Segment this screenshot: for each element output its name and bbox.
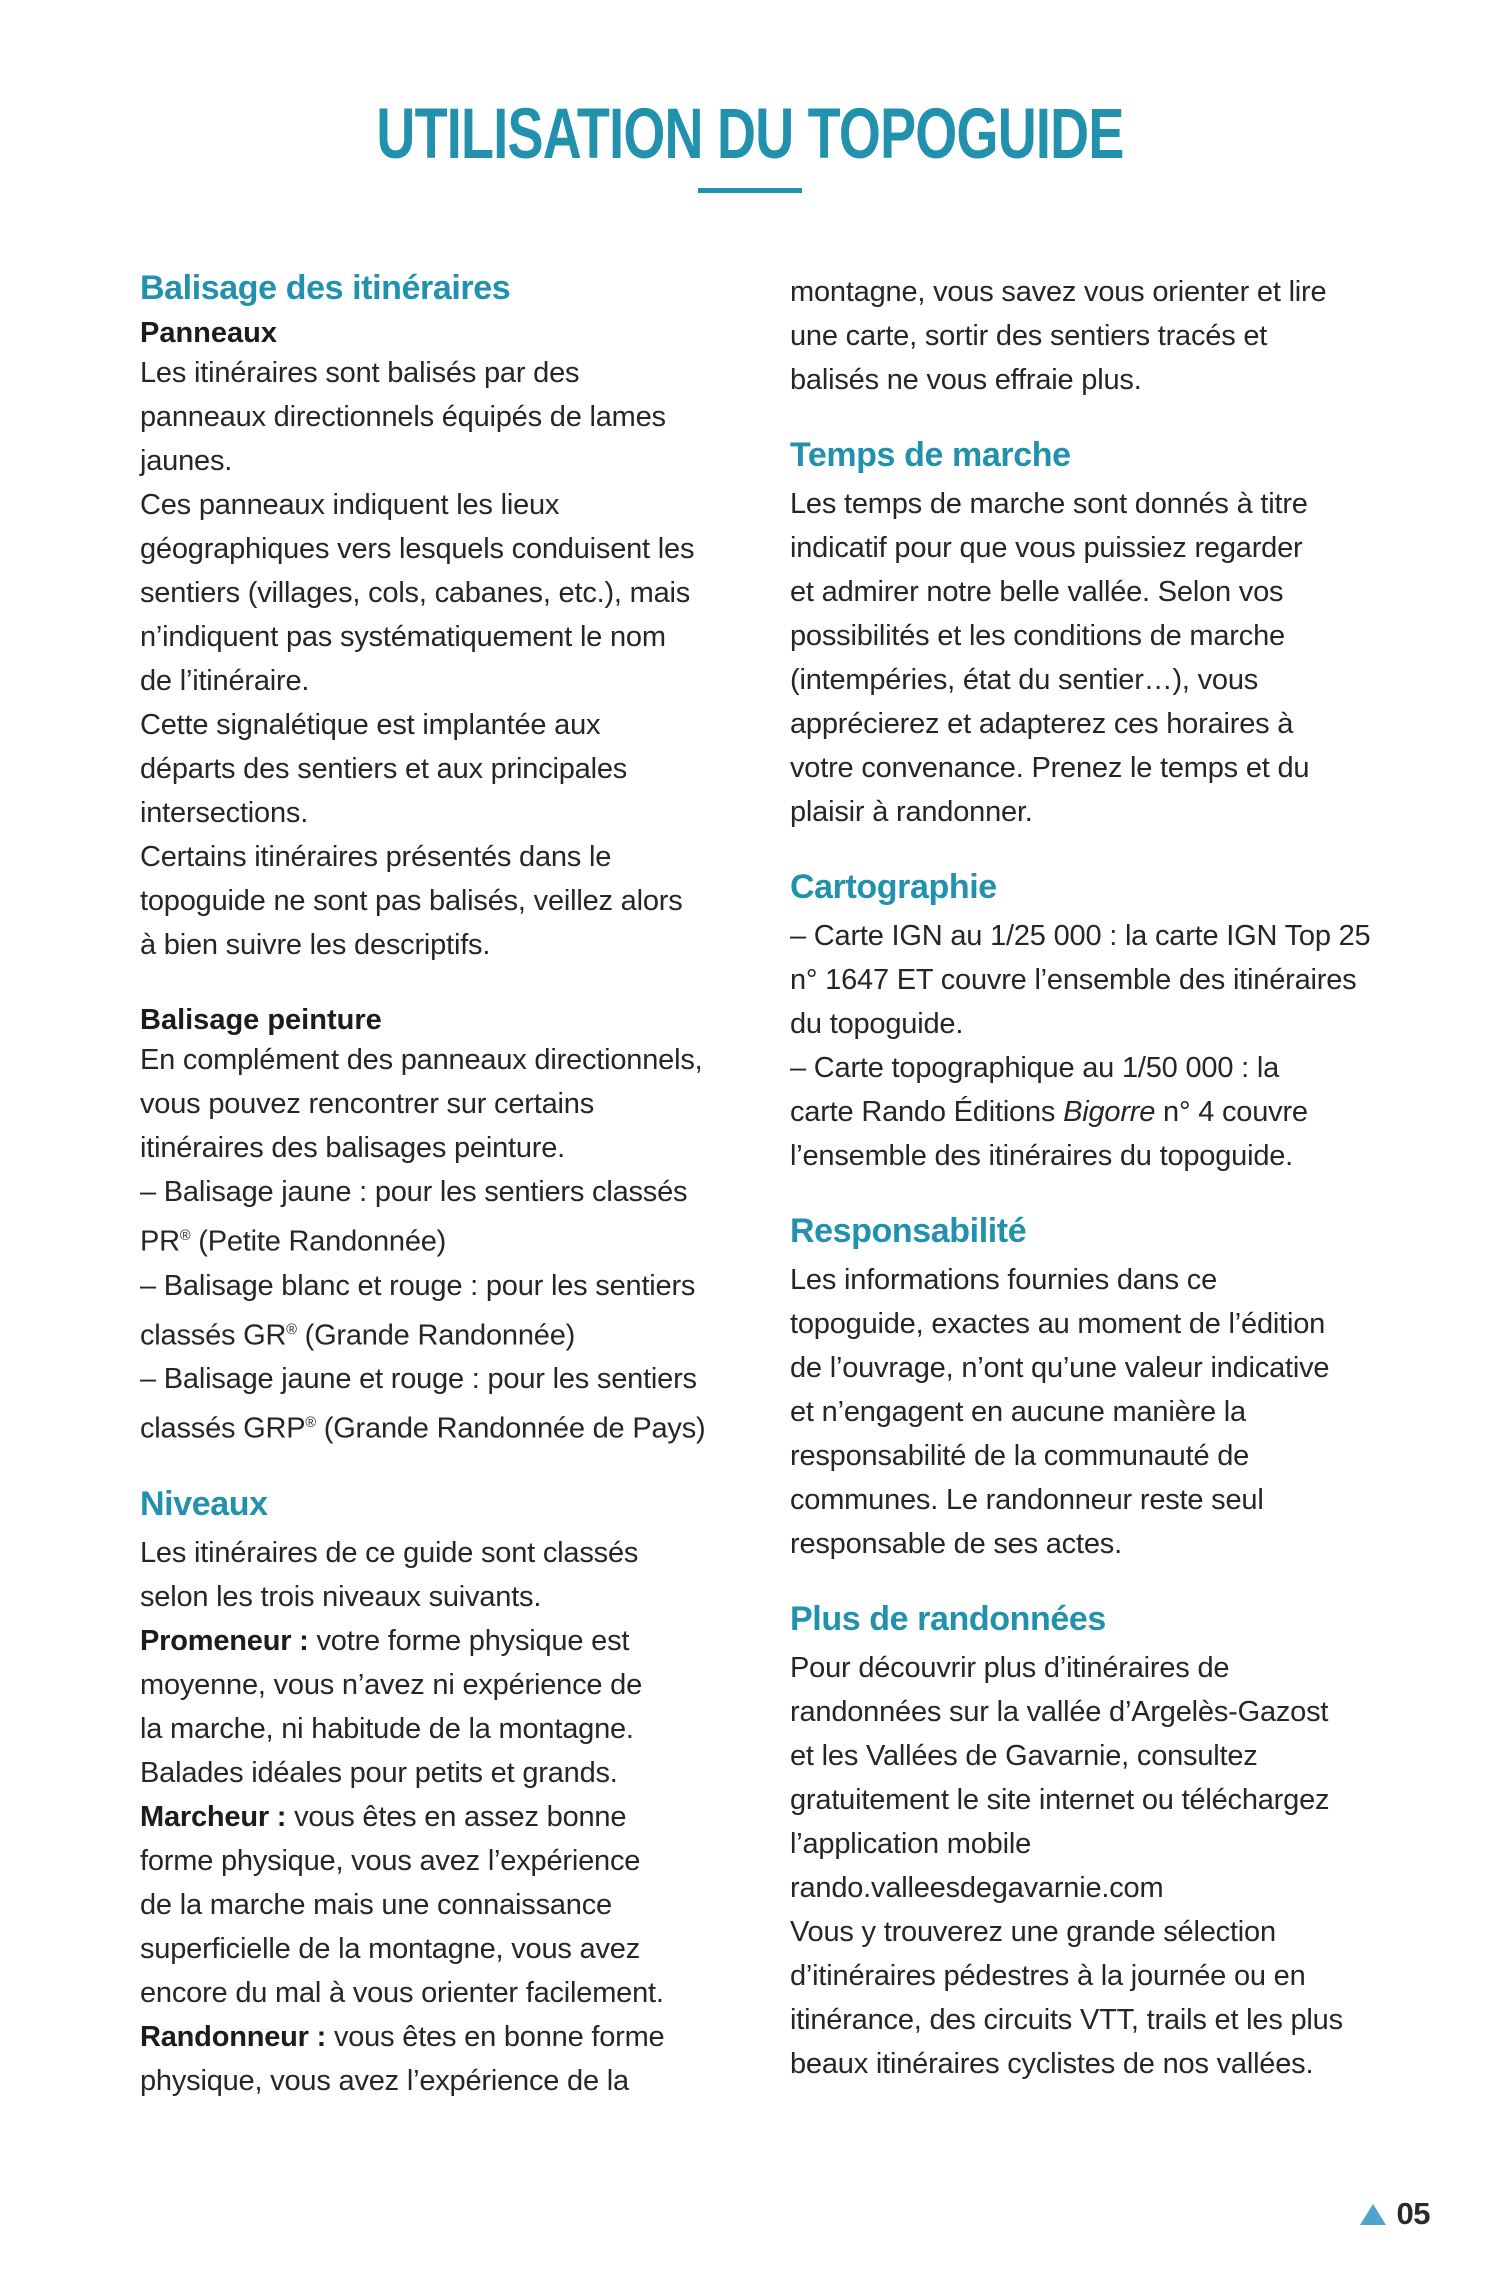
text-line bbox=[140, 1575, 740, 1619]
text-line bbox=[140, 395, 740, 439]
text-segment: responsable de ses actes. bbox=[790, 1528, 1122, 1560]
text-segment: à bien suivre les descriptifs. bbox=[140, 929, 491, 961]
page-footer bbox=[1360, 2196, 1430, 2232]
text-line bbox=[790, 1910, 1430, 1954]
text-line bbox=[140, 1663, 740, 1707]
text-line bbox=[790, 1090, 1430, 1134]
section-heading: Plus de randonnées bbox=[790, 1600, 1106, 1638]
paragraph bbox=[790, 1646, 1430, 2086]
text-segment: Pour découvrir plus d’itinéraires de bbox=[790, 1652, 1230, 1684]
section-heading: Cartographie bbox=[790, 868, 997, 906]
text-line bbox=[140, 1795, 740, 1839]
text-line bbox=[140, 1927, 740, 1971]
text-segment: PR bbox=[140, 1225, 180, 1258]
text-line bbox=[790, 790, 1430, 834]
text-segment: Balades idéales pour petits et grands. bbox=[140, 1756, 618, 1789]
text-line bbox=[790, 358, 1430, 402]
text-line bbox=[790, 1866, 1430, 1910]
text-line bbox=[790, 1690, 1430, 1734]
text-line bbox=[790, 1046, 1430, 1090]
text-segment: du topoguide. bbox=[790, 1008, 964, 1040]
text-line bbox=[140, 483, 740, 527]
text-line bbox=[140, 1707, 740, 1751]
text-segment: Promeneur : bbox=[140, 1624, 309, 1657]
triangle-up-icon bbox=[1360, 2204, 1386, 2225]
text-line bbox=[140, 2059, 740, 2103]
text-segment: jaunes. bbox=[140, 445, 233, 477]
text-segment: Ces panneaux indiquent les lieux bbox=[140, 489, 560, 521]
text-line bbox=[140, 703, 740, 747]
text-line bbox=[790, 314, 1430, 358]
text-segment: Randonneur : bbox=[140, 2020, 327, 2053]
text-segment: forme physique, vous avez l’expérience bbox=[140, 1844, 641, 1877]
text-segment: montagne, vous savez vous orienter et lire bbox=[790, 276, 1327, 308]
section-heading: Temps de marche bbox=[790, 436, 1071, 474]
text-segment: topoguide, exactes au moment de l’édition bbox=[790, 1308, 1326, 1340]
text-segment: n’indiquent pas systématiquement le nom bbox=[140, 621, 666, 653]
text-line bbox=[790, 1734, 1430, 1778]
text-segment: communes. Le randonneur reste seul bbox=[790, 1484, 1264, 1516]
text-line bbox=[790, 958, 1430, 1002]
text-segment: intersections. bbox=[140, 797, 309, 829]
text-segment: vous êtes en bonne forme bbox=[326, 2020, 665, 2053]
text-line bbox=[790, 1522, 1430, 1566]
text-segment: et admirer notre belle vallée. Selon vos bbox=[790, 576, 1284, 608]
right-column bbox=[790, 263, 1430, 2103]
text-segment: possibilités et les conditions de marche bbox=[790, 620, 1285, 652]
text-segment: rando.valleesdegavarnie.com bbox=[790, 1872, 1164, 1904]
text-segment: responsabilité de la communauté de bbox=[790, 1440, 1250, 1472]
text-segment: panneaux directionnels équipés de lames bbox=[140, 401, 666, 433]
text-segment: Bigorre bbox=[1063, 1096, 1156, 1128]
text-segment: de l’itinéraire. bbox=[140, 665, 310, 697]
text-segment: selon les trois niveaux suivants. bbox=[140, 1580, 542, 1613]
text-segment: – Balisage jaune : pour les sentiers classés bbox=[140, 1176, 688, 1208]
text-segment: indicatif pour que vous puissiez regarder bbox=[790, 532, 1303, 564]
text-line bbox=[140, 571, 740, 615]
text-line bbox=[790, 702, 1430, 746]
text-line bbox=[140, 879, 740, 923]
text-segment: et les Vallées de Gavarnie, consultez bbox=[790, 1740, 1258, 1772]
text-line bbox=[790, 1822, 1430, 1866]
text-segment: (Petite Randonnée) bbox=[190, 1225, 447, 1258]
text-line bbox=[790, 658, 1430, 702]
text-line bbox=[140, 1082, 740, 1126]
text-segment: Vous y trouverez une grande sélection bbox=[790, 1916, 1276, 1948]
text-segment: ® bbox=[286, 1321, 297, 1338]
text-segment: votre forme physique est bbox=[308, 1624, 630, 1657]
text-line bbox=[140, 1401, 740, 1451]
text-segment: votre convenance. Prenez le temps et du bbox=[790, 752, 1310, 784]
text-line bbox=[790, 1478, 1430, 1522]
text-segment: moyenne, vous n’avez ni expérience de bbox=[140, 1668, 643, 1701]
page-number: 05 bbox=[1396, 2196, 1430, 2231]
text-segment: vous pouvez rencontrer sur certains bbox=[140, 1088, 594, 1120]
text-segment: – Carte IGN au 1/25 000 : la carte IGN Top 25 bbox=[790, 920, 1371, 952]
text-line bbox=[140, 1619, 740, 1663]
text-line bbox=[790, 2042, 1430, 2086]
section-heading: Balisage des itinéraires bbox=[140, 269, 511, 307]
text-line bbox=[790, 1134, 1430, 1178]
text-line bbox=[790, 614, 1430, 658]
text-line bbox=[790, 1302, 1430, 1346]
text-line bbox=[140, 1971, 740, 2015]
text-line bbox=[790, 1258, 1430, 1302]
text-segment: (intempéries, état du sentier…), vous bbox=[790, 664, 1259, 696]
text-segment: la marche, ni habitude de la montagne. bbox=[140, 1712, 634, 1745]
text-segment: n° 4 couvre bbox=[1155, 1096, 1308, 1128]
title-divider bbox=[698, 188, 802, 193]
text-line bbox=[140, 1751, 740, 1795]
text-segment: superficielle de la montagne, vous avez bbox=[140, 1932, 640, 1965]
section-heading: Responsabilité bbox=[790, 1212, 1027, 1250]
text-segment: de la marche mais une connaissance bbox=[140, 1888, 612, 1921]
paragraph bbox=[790, 270, 1430, 402]
text-line bbox=[140, 747, 740, 791]
paragraph bbox=[140, 1531, 740, 2103]
paragraph bbox=[790, 482, 1430, 834]
text-segment: – Balisage blanc et rouge : pour les sentiers bbox=[140, 1269, 696, 1302]
text-line bbox=[790, 914, 1430, 958]
text-line bbox=[140, 2015, 740, 2059]
text-segment: carte Rando Éditions bbox=[790, 1096, 1064, 1128]
text-segment: itinérance, des circuits VTT, trails et les plus bbox=[790, 2004, 1343, 2036]
paragraph bbox=[140, 1038, 740, 1451]
text-line bbox=[140, 1531, 740, 1575]
text-segment: topoguide ne sont pas balisés, veillez alors bbox=[140, 885, 683, 917]
page-title: UTILISATION DU TOPOGUIDE bbox=[376, 95, 1124, 174]
text-segment: une carte, sortir des sentiers tracés et bbox=[790, 320, 1268, 352]
text-line bbox=[140, 1126, 740, 1170]
text-segment: classés GR bbox=[140, 1319, 287, 1352]
text-line bbox=[140, 791, 740, 835]
text-line bbox=[790, 746, 1430, 790]
subsection-heading: Panneaux bbox=[140, 317, 277, 349]
two-column-layout bbox=[0, 263, 1500, 2103]
text-segment: – Balisage jaune et rouge : pour les sentiers bbox=[140, 1363, 697, 1396]
paragraph bbox=[790, 1258, 1430, 1566]
subsection-heading: Balisage peinture bbox=[140, 1004, 382, 1036]
paragraph bbox=[140, 351, 740, 967]
text-line bbox=[790, 1434, 1430, 1478]
text-line bbox=[140, 439, 740, 483]
text-segment: itinéraires des balisages peinture. bbox=[140, 1132, 566, 1164]
text-segment: Les informations fournies dans ce bbox=[790, 1264, 1218, 1296]
text-segment: sentiers (villages, cols, cabanes, etc.), mais bbox=[140, 577, 691, 609]
text-line bbox=[140, 1038, 740, 1082]
text-line bbox=[790, 570, 1430, 614]
text-line bbox=[140, 351, 740, 395]
text-segment: balisés ne vous effraie plus. bbox=[790, 364, 1142, 396]
text-segment: et n’engagent en aucune manière la bbox=[790, 1396, 1246, 1428]
text-line bbox=[140, 1839, 740, 1883]
text-line bbox=[140, 659, 740, 703]
text-line bbox=[140, 1308, 740, 1358]
text-segment: Les itinéraires de ce guide sont classés bbox=[140, 1536, 639, 1569]
text-segment: Les temps de marche sont donnés à titre bbox=[790, 488, 1308, 520]
text-segment: Marcheur : bbox=[140, 1800, 287, 1833]
text-line bbox=[790, 1346, 1430, 1390]
text-segment: l’application mobile bbox=[790, 1828, 1032, 1860]
text-line bbox=[790, 1646, 1430, 1690]
text-line bbox=[790, 1002, 1430, 1046]
text-segment: Les itinéraires sont balisés par des bbox=[140, 357, 580, 389]
text-line bbox=[140, 1883, 740, 1927]
paragraph bbox=[790, 914, 1430, 1178]
text-line bbox=[140, 1357, 740, 1401]
text-segment: randonnées sur la vallée d’Argelès-Gazost bbox=[790, 1696, 1329, 1728]
text-line bbox=[140, 527, 740, 571]
text-segment: d’itinéraires pédestres à la journée ou en bbox=[790, 1960, 1306, 1992]
text-line bbox=[140, 1264, 740, 1308]
text-segment: plaisir à randonner. bbox=[790, 796, 1033, 828]
text-segment: l’ensemble des itinéraires du topoguide. bbox=[790, 1140, 1294, 1172]
text-segment: Certains itinéraires présentés dans le bbox=[140, 841, 612, 873]
text-segment: En complément des panneaux directionnels, bbox=[140, 1044, 703, 1076]
text-segment: encore du mal à vous orienter facilement. bbox=[140, 1976, 664, 2009]
text-segment: géographiques vers lesquels conduisent les bbox=[140, 533, 695, 565]
text-segment: physique, vous avez l’expérience de la bbox=[140, 2064, 629, 2097]
text-line bbox=[790, 482, 1430, 526]
text-line bbox=[790, 270, 1430, 314]
text-line bbox=[790, 526, 1430, 570]
text-segment: départs des sentiers et aux principales bbox=[140, 753, 628, 785]
text-line bbox=[790, 1998, 1430, 2042]
section-heading: Niveaux bbox=[140, 1484, 268, 1523]
text-line bbox=[140, 615, 740, 659]
text-segment: beaux itinéraires cyclistes de nos vallées. bbox=[790, 2048, 1314, 2080]
text-line bbox=[790, 1778, 1430, 1822]
text-segment: (Grande Randonnée de Pays) bbox=[315, 1412, 706, 1445]
text-line bbox=[140, 923, 740, 967]
text-segment: (Grande Randonnée) bbox=[296, 1319, 576, 1352]
text-segment: classés GRP bbox=[140, 1412, 306, 1445]
text-segment: de l’ouvrage, n’ont qu’une valeur indicative bbox=[790, 1352, 1330, 1384]
text-line bbox=[790, 1954, 1430, 1998]
text-line bbox=[140, 1214, 740, 1264]
text-segment: vous êtes en assez bonne bbox=[286, 1800, 627, 1833]
text-segment: gratuitement le site internet ou téléchargez bbox=[790, 1784, 1330, 1816]
text-segment: ® bbox=[179, 1228, 191, 1244]
text-segment: – Carte topographique au 1/50 000 : la bbox=[790, 1052, 1279, 1084]
text-segment: Cette signalétique est implantée aux bbox=[140, 709, 601, 741]
text-line bbox=[790, 1390, 1430, 1434]
text-line bbox=[140, 835, 740, 879]
text-segment: ® bbox=[305, 1415, 316, 1432]
text-segment: n° 1647 ET couvre l’ensemble des itinéraires bbox=[790, 964, 1357, 996]
text-line bbox=[140, 1170, 740, 1214]
text-segment: apprécierez et adapterez ces horaires à bbox=[790, 708, 1294, 740]
left-column bbox=[140, 263, 740, 2103]
